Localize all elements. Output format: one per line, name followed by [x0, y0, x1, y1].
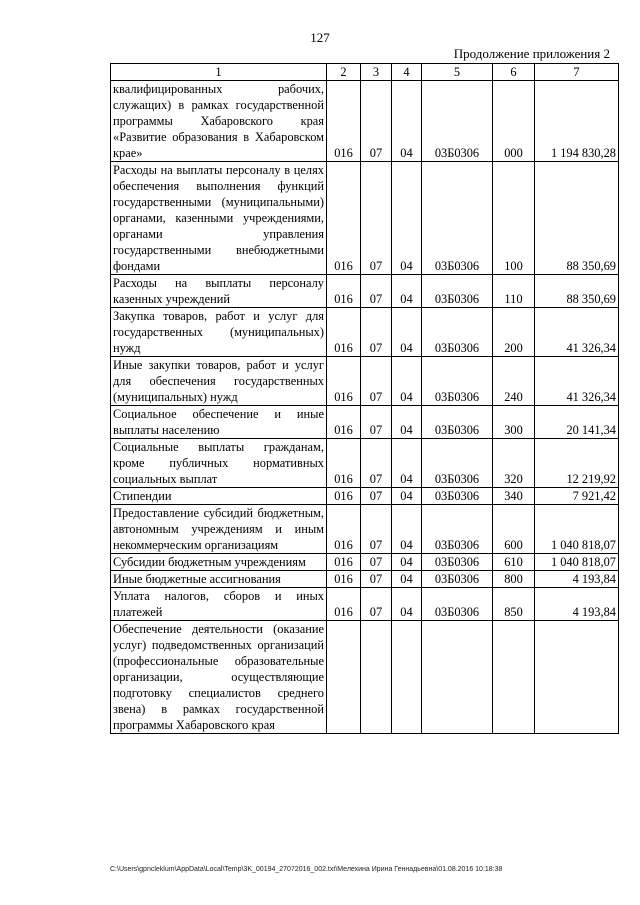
- row-description: Иные закупки товаров, работ и услуг для обеспечения государственных (муниципальных) нужд: [111, 357, 327, 406]
- page-number: 127: [310, 30, 330, 45]
- subsection-code: 04: [392, 488, 422, 505]
- section-code: 07: [361, 308, 392, 357]
- target-article-code: 03Б0306: [422, 308, 493, 357]
- ministry-code: [327, 621, 361, 734]
- table-row: [111, 488, 619, 505]
- amount: 1 194 830,28: [535, 81, 619, 162]
- expense-type-code: 320: [493, 439, 535, 488]
- section-code: 07: [361, 81, 392, 162]
- section-code: 07: [361, 406, 392, 439]
- expense-type-code: 200: [493, 308, 535, 357]
- header-col-4: 4: [392, 64, 422, 81]
- amount: 12 219,92: [535, 439, 619, 488]
- target-article-code: 03Б0306: [422, 488, 493, 505]
- subsection-code: 04: [392, 554, 422, 571]
- table-row: [111, 357, 619, 406]
- subsection-code: 04: [392, 588, 422, 621]
- expense-type-code: 600: [493, 505, 535, 554]
- amount: 88 350,69: [535, 275, 619, 308]
- section-code: 07: [361, 162, 392, 275]
- expense-type-code: 100: [493, 162, 535, 275]
- target-article-code: 03Б0306: [422, 357, 493, 406]
- header-col-3: 3: [361, 64, 392, 81]
- subsection-code: 04: [392, 439, 422, 488]
- amount: 88 350,69: [535, 162, 619, 275]
- subsection-code: 04: [392, 162, 422, 275]
- section-code: [361, 621, 392, 734]
- expense-type-code: 800: [493, 571, 535, 588]
- subsection-code: 04: [392, 81, 422, 162]
- table-row: [111, 505, 619, 554]
- table-row: [111, 554, 619, 571]
- section-code: 07: [361, 554, 392, 571]
- ministry-code: 016: [327, 505, 361, 554]
- amount: 41 326,34: [535, 308, 619, 357]
- row-description: Предоставление субсидий бюджетным, автономным учреждениям и иным некоммерческим организациям: [111, 505, 327, 554]
- row-description: Иные бюджетные ассигнования: [111, 571, 327, 588]
- section-code: 07: [361, 588, 392, 621]
- expense-type-code: 340: [493, 488, 535, 505]
- amount: [535, 621, 619, 734]
- file-path-footer: C:\Users\gpncleklum\AppData\Local\Temp\3K_00194_27072016_002.txt\Мелехина Ирина Геннадьевна\01.08.2016 10:18:38: [110, 866, 503, 873]
- row-description: Расходы на выплаты персоналу казенных учреждений: [111, 275, 327, 308]
- subsection-code: 04: [392, 357, 422, 406]
- expense-type-code: 850: [493, 588, 535, 621]
- subsection-code: [392, 621, 422, 734]
- ministry-code: 016: [327, 308, 361, 357]
- table-row: [111, 308, 619, 357]
- amount: 7 921,42: [535, 488, 619, 505]
- row-description: квалифицированных рабочих, служащих) в рамках государственной программы Хабаровского края «Развитие образования в Хабаровском крае»: [111, 81, 327, 162]
- expense-type-code: [493, 621, 535, 734]
- section-code: 07: [361, 505, 392, 554]
- ministry-code: 016: [327, 554, 361, 571]
- ministry-code: 016: [327, 357, 361, 406]
- ministry-code: 016: [327, 81, 361, 162]
- table-row: [111, 588, 619, 621]
- subsection-code: 04: [392, 406, 422, 439]
- expense-type-code: 110: [493, 275, 535, 308]
- ministry-code: 016: [327, 439, 361, 488]
- row-description: Уплата налогов, сборов и иных платежей: [111, 588, 327, 621]
- ministry-code: 016: [327, 275, 361, 308]
- table-row: [111, 81, 619, 162]
- header-col-5: 5: [422, 64, 493, 81]
- ministry-code: 016: [327, 406, 361, 439]
- ministry-code: 016: [327, 488, 361, 505]
- header-col-2: 2: [327, 64, 361, 81]
- row-description: Социальные выплаты гражданам, кроме публичных нормативных социальных выплат: [111, 439, 327, 488]
- table-row: [111, 439, 619, 488]
- section-code: 07: [361, 357, 392, 406]
- row-description: Расходы на выплаты персоналу в целях обеспечения выполнения функций государственными (муниципальными) органами, казенными учреждениями, органами управления государственными внебюджетными фондами: [111, 162, 327, 275]
- section-code: 07: [361, 488, 392, 505]
- amount: 41 326,34: [535, 357, 619, 406]
- expense-type-code: 300: [493, 406, 535, 439]
- amount: 1 040 818,07: [535, 554, 619, 571]
- ministry-code: 016: [327, 571, 361, 588]
- table-row: [111, 621, 619, 734]
- target-article-code: 03Б0306: [422, 439, 493, 488]
- budget-table: [110, 63, 619, 734]
- target-article-code: 03Б0306: [422, 571, 493, 588]
- subsection-code: 04: [392, 308, 422, 357]
- table-row: [111, 571, 619, 588]
- expense-type-code: 610: [493, 554, 535, 571]
- expense-type-code: 000: [493, 81, 535, 162]
- row-description: Социальное обеспечение и иные выплаты населению: [111, 406, 327, 439]
- table-row: [111, 275, 619, 308]
- amount: 20 141,34: [535, 406, 619, 439]
- table-row: [111, 406, 619, 439]
- header-row: [111, 64, 619, 81]
- amount: 1 040 818,07: [535, 505, 619, 554]
- target-article-code: 03Б0306: [422, 588, 493, 621]
- target-article-code: [422, 621, 493, 734]
- header-col-7: 7: [535, 64, 619, 81]
- amount: 4 193,84: [535, 571, 619, 588]
- target-article-code: 03Б0306: [422, 505, 493, 554]
- section-code: 07: [361, 439, 392, 488]
- row-description: Стипендии: [111, 488, 327, 505]
- subsection-code: 04: [392, 275, 422, 308]
- header-col-6: 6: [493, 64, 535, 81]
- expense-type-code: 240: [493, 357, 535, 406]
- amount: 4 193,84: [535, 588, 619, 621]
- subsection-code: 04: [392, 505, 422, 554]
- continuation-label: Продолжение приложения 2: [453, 46, 610, 61]
- header-col-1: 1: [111, 64, 327, 81]
- target-article-code: 03Б0306: [422, 81, 493, 162]
- target-article-code: 03Б0306: [422, 162, 493, 275]
- section-code: 07: [361, 571, 392, 588]
- row-description: Обеспечение деятельности (оказание услуг) подведомственных организаций (профессиональные образовательные организации, осуществляющие подготовку специалистов среднего звена) в рамках государственной программы Хабаровского края: [111, 621, 327, 734]
- target-article-code: 03Б0306: [422, 554, 493, 571]
- section-code: 07: [361, 275, 392, 308]
- row-description: Закупка товаров, работ и услуг для государственных (муниципальных) нужд: [111, 308, 327, 357]
- target-article-code: 03Б0306: [422, 275, 493, 308]
- table-row: [111, 162, 619, 275]
- ministry-code: 016: [327, 588, 361, 621]
- target-article-code: 03Б0306: [422, 406, 493, 439]
- ministry-code: 016: [327, 162, 361, 275]
- subsection-code: 04: [392, 571, 422, 588]
- row-description: Субсидии бюджетным учреждениям: [111, 554, 327, 571]
